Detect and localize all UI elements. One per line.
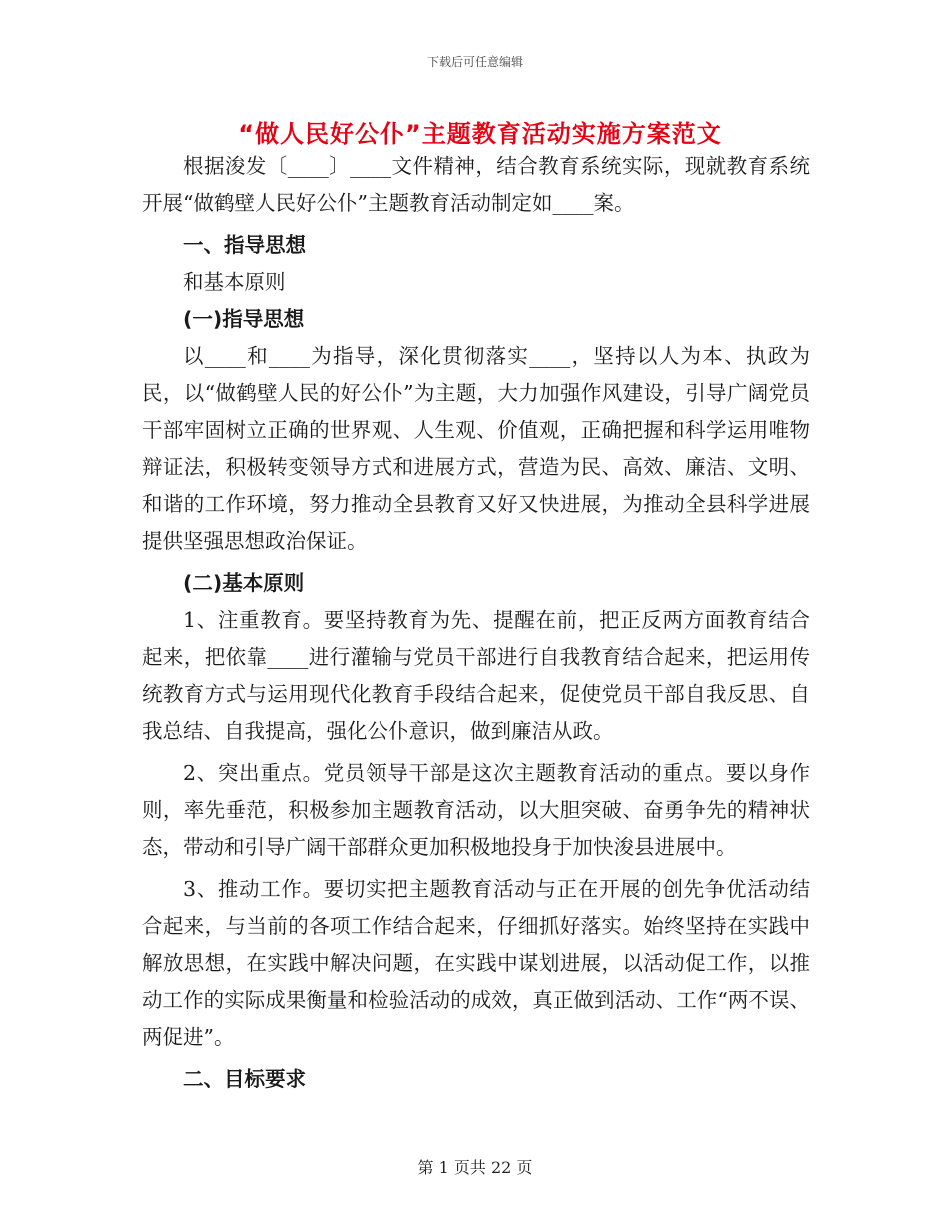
section-heading-goals: 二、目标要求: [183, 1067, 306, 1091]
section-subline-principles: 和基本原则: [183, 270, 286, 294]
document-title: “做人民好公仆”主题教育活动实施方案范文: [238, 120, 722, 148]
principle-paragraph-work: 3、推动工作。要切实把主题教育活动与正在开展的创先争优活动结合起来，与当前的各项工作结合起来，仔细抓好落实。始终坚持在实践中解放思想，在实践中解决问题，在实践中谋划进展，以活动促工作，以推动工作的实际成果衡量和检验活动的成效，真正做到活动、工作“两不误、两促进”。: [142, 877, 810, 1049]
guiding-thought-paragraph: 以____和____为指导，深化贯彻落实____，坚持以人为本、执政为民，以“做鹤壁人民的好公仆”为主题，大力加强作风建设，引导广阔党员干部牢固树立正确的世界观、人生观、价值观，正确把握和科学运用唯物辩证法，积极转变领导方式和进展方式，营造为民、高效、廉洁、文明、和谐的工作环境，努力推动全县教育又好又快进展，为推动全县科学进展提供坚强思想政治保证。: [142, 344, 810, 553]
page-number-footer: 第 1 页共 22 页: [417, 1158, 533, 1177]
subsection-heading-basic-principles: (二)基本原则: [183, 571, 305, 595]
intro-paragraph: 根据浚发〔____〕____文件精神，结合教育系统实际，现就教育系统开展“做鹤壁人民好公仆”主题教育活动制定如____案。: [142, 154, 810, 215]
principle-paragraph-focus: 2、突出重点。党员领导干部是这次主题教育活动的重点。要以身作则，率先垂范，积极参加主题教育活动，以大胆突破、奋勇争先的精神状态，带动和引导广阔干部群众更加积极地投身于加快浚县进展中。: [142, 761, 810, 859]
section-heading-guiding-thought: 一、指导思想: [183, 233, 306, 257]
subsection-heading-guiding-thought: (一)指导思想: [183, 307, 305, 331]
document-body: [142, 148, 810, 1098]
principle-paragraph-education: 1、注重教育。要坚持教育为先、提醒在前，把正反两方面教育结合起来，把依靠____进行灌输与党员干部进行自我教育结合起来，把运用传统教育方式与运用现代化教育手段结合起来，促使党员干部自我反思、自我总结、自我提高，强化公仆意识，做到廉洁从政。: [142, 608, 810, 743]
header-note: 下载后可任意编辑: [426, 55, 523, 69]
